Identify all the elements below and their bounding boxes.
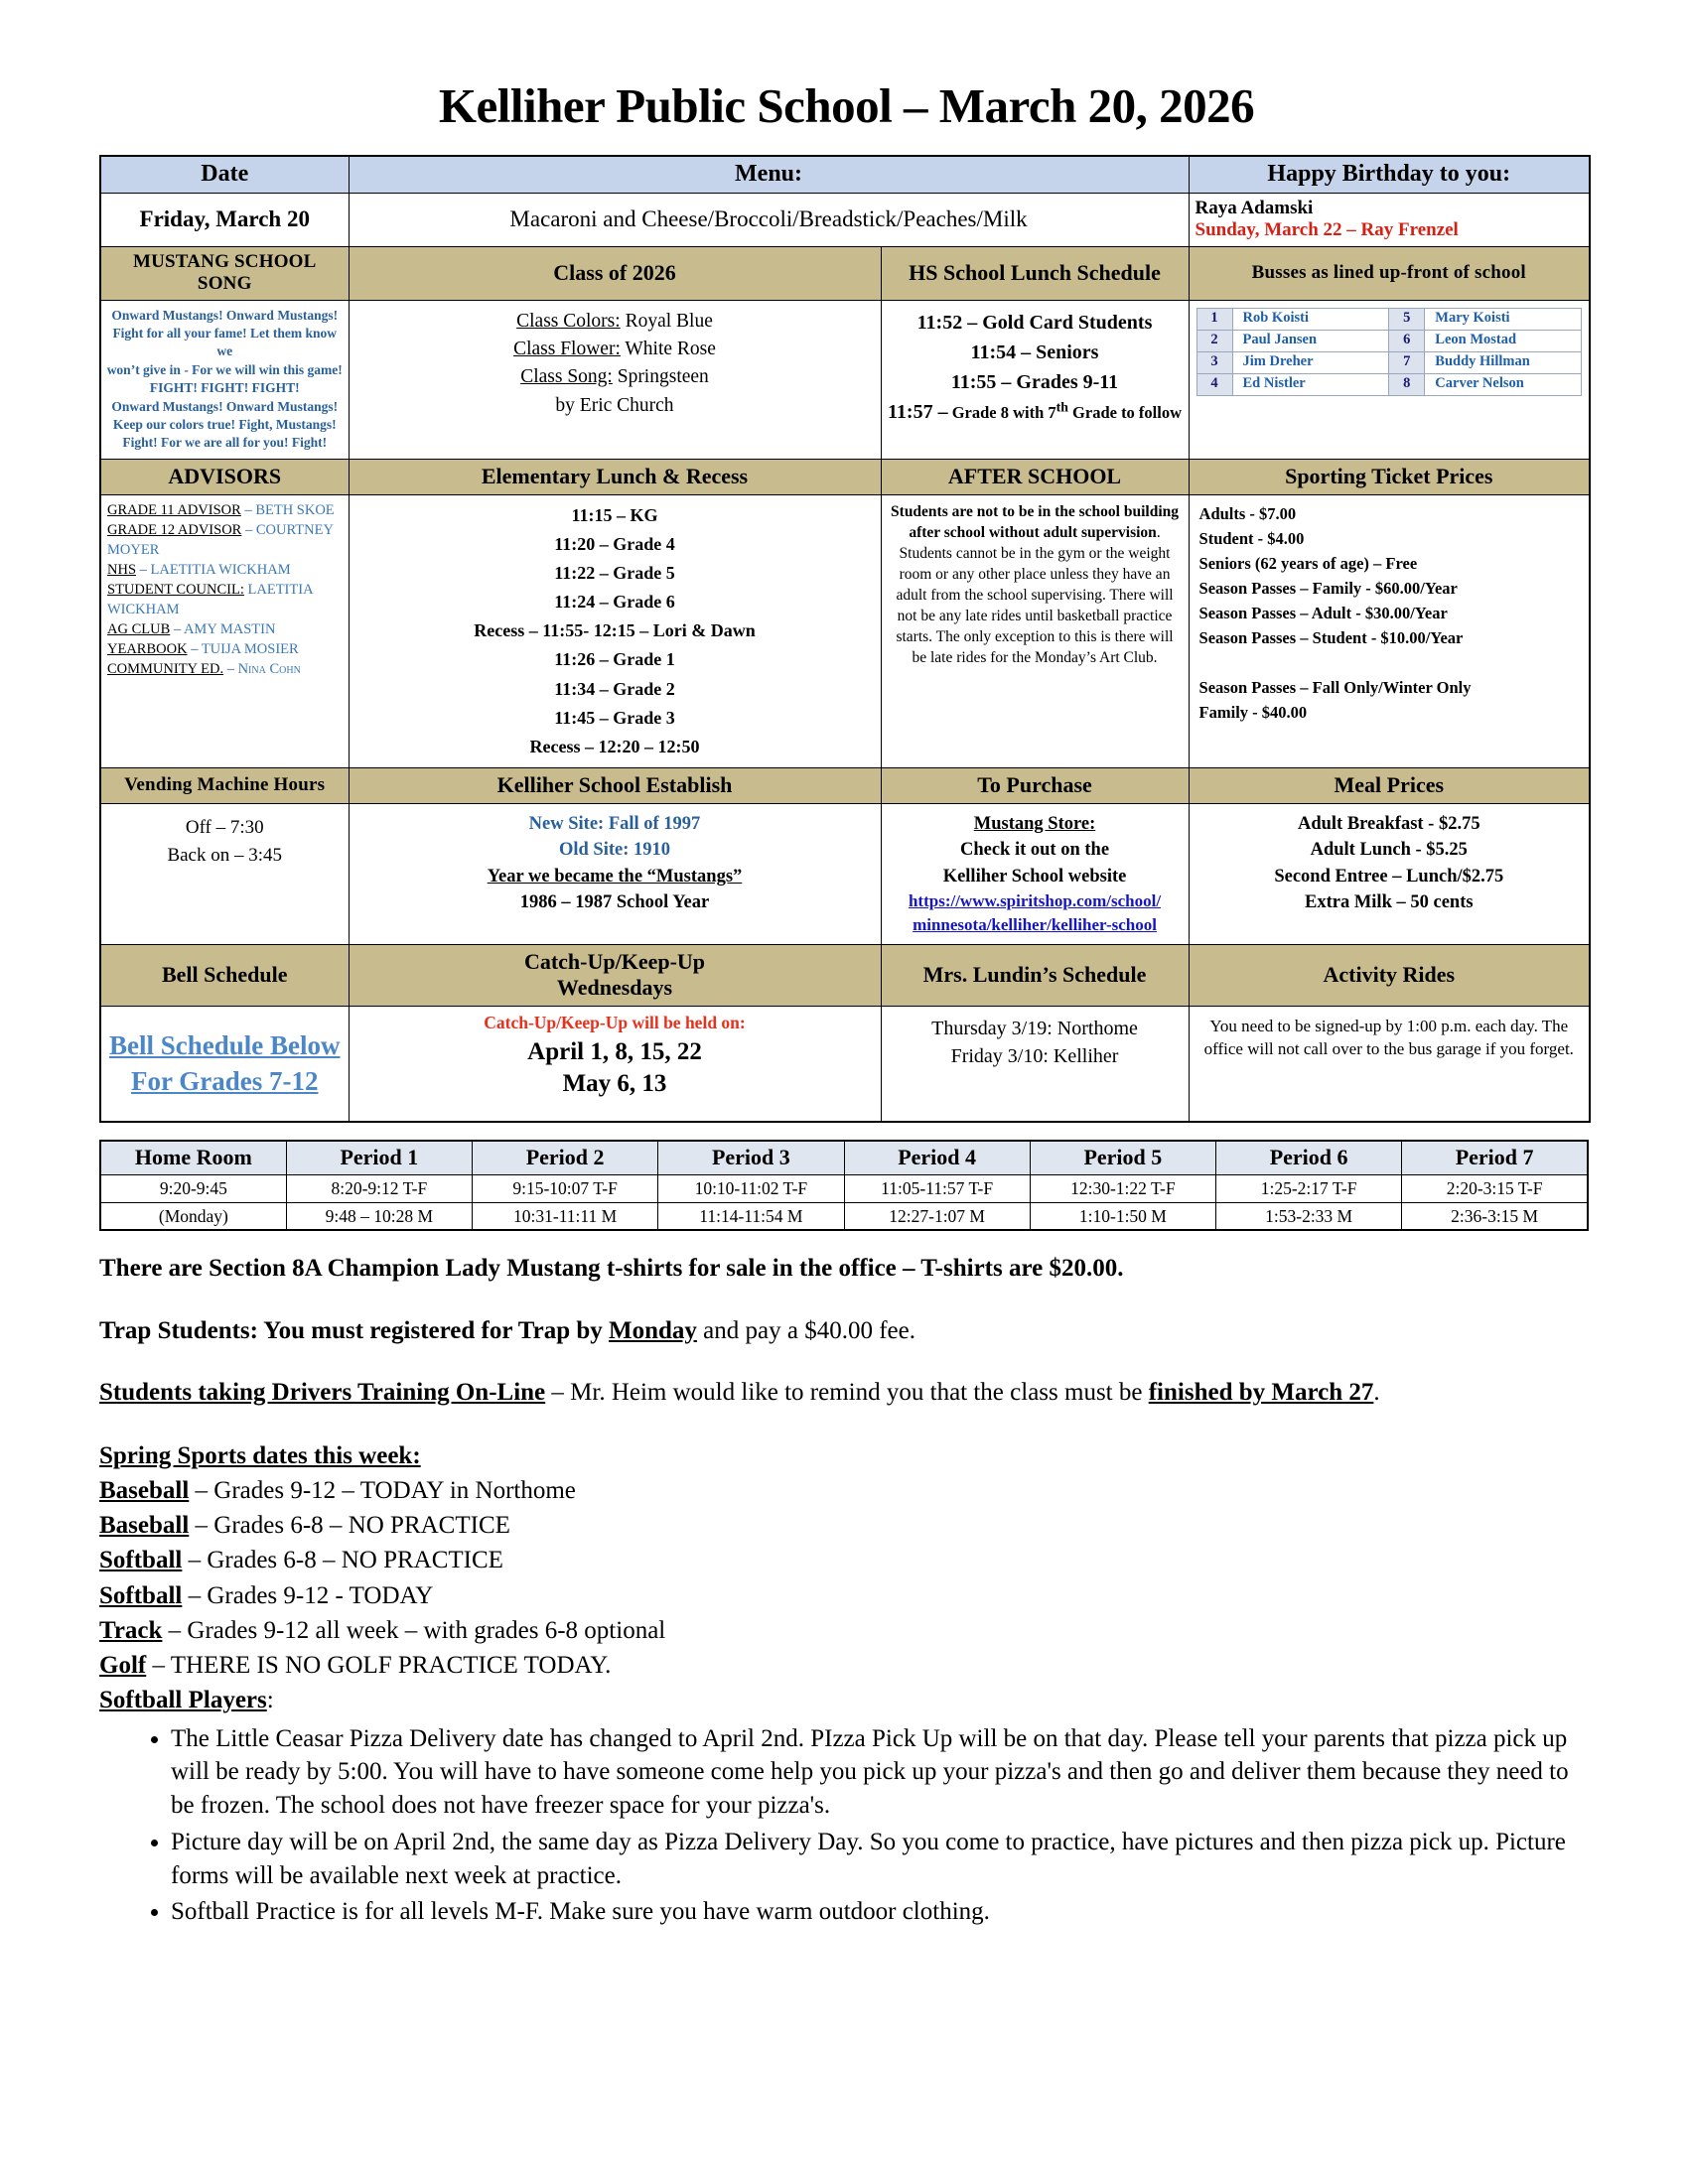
catch-up-notice: Catch-Up/Keep-Up will be held on: [484, 1013, 746, 1033]
bus-number: 4 [1196, 373, 1232, 395]
bus-row [1196, 351, 1582, 373]
advisor-name: LAETITIA WICKHAM [150, 561, 291, 578]
old-site-year: Old Site: 1910 [558, 840, 671, 861]
spiritshop-link-line2[interactable]: minnesota/kelliher/kelliher-school [913, 914, 1157, 934]
table-row [100, 494, 1590, 767]
class-info-row: Class Flower: White Rose [513, 338, 716, 359]
song-line: Onward Mustangs! Onward Mustangs! [111, 398, 339, 414]
elem-lunch-time: 11:22 – Grade 5 [554, 562, 675, 583]
ticket-price-line: Seniors (62 years of age) – Free [1198, 553, 1418, 573]
song-line: Fight! For we are all for you! Fight! [122, 435, 328, 451]
spring-sport-entry: Softball – Grades 9-12 - TODAY [99, 1581, 434, 1609]
header-activity-rides: Activity Rides [1189, 945, 1590, 1007]
spring-sports-heading: Spring Sports dates this week: [99, 1441, 421, 1469]
header-hs-lunch-schedule: HS School Lunch Schedule [881, 246, 1189, 300]
header-class-of-2026: Class of 2026 [349, 246, 881, 300]
vending-hours-line: Off – 7:30 [185, 816, 264, 838]
sport-name: Golf [99, 1652, 147, 1680]
advisor-entry [107, 580, 345, 619]
mustangs-label: Year we became the “Mustangs” [487, 866, 743, 887]
elem-lunch-time: 11:15 – KG [571, 504, 658, 525]
period-time-monday: 1:10-1:50 M [1030, 1202, 1215, 1230]
vending-hours-line: Back on – 3:45 [167, 844, 283, 866]
bus-row [1196, 308, 1582, 330]
softball-practice-label: Softball Practice [171, 1898, 336, 1926]
header-catch-up [349, 945, 881, 1007]
period-header-cell: Period 4 [844, 1141, 1030, 1175]
period-row-monday [100, 1202, 1588, 1230]
spring-sport-entry: Baseball – Grades 9-12 – TODAY in Northome [99, 1476, 576, 1504]
advisor-name: AMY MASTIN [183, 620, 276, 637]
softball-players-colon: : [266, 1687, 274, 1714]
drivers-end: . [1373, 1379, 1380, 1407]
bus-number: 1 [1196, 308, 1232, 330]
announcement-tshirts: There are Section 8A Champion Lady Mustang t-shirts for sale in the office – T-shirts are $20.00. [99, 1255, 1124, 1283]
advisor-entry: AG CLUB – AMY MASTIN [107, 620, 276, 637]
ticket-price-line: Season Passes – Family - $60.00/Year [1198, 578, 1458, 598]
drivers-heading: Students taking Drivers Training On-Line [99, 1379, 546, 1407]
period-time-tf: 9:15-10:07 T-F [473, 1175, 658, 1202]
sport-status: NO PRACTICE [348, 1512, 510, 1540]
header-date: Date [100, 156, 349, 194]
period-header-cell: Period 6 [1216, 1141, 1402, 1175]
softball-bullet-list [99, 1722, 1594, 1930]
elem-lunch-time: 11:45 – Grade 3 [554, 707, 675, 728]
period-time-tf: 2:20-3:15 T-F [1402, 1175, 1588, 1202]
header-school-established: Kelliher School Establish [349, 767, 881, 803]
lundin-schedule-line: Friday 3/10: Kelliher [950, 1045, 1119, 1068]
table-row [100, 459, 1590, 494]
meal-price-line: Extra Milk – 50 cents [1305, 891, 1474, 912]
class-info-row: Class Song: Springsteen [520, 366, 709, 388]
vending-machine-hours [100, 803, 349, 944]
hs-lunch-last-hour: 11:57 – [888, 400, 948, 423]
bus-driver-name: Carver Nelson [1425, 373, 1582, 395]
advisor-role: YEARBOOK [107, 640, 188, 657]
period-time-tf: 12:30-1:22 T-F [1030, 1175, 1215, 1202]
drivers-middle: – Mr. Heim would like to remind you that the class must be [545, 1379, 1149, 1407]
period-header-cell: Period 1 [286, 1141, 472, 1175]
sport-status: TODAY. [523, 1652, 612, 1680]
sporting-ticket-prices [1189, 494, 1590, 767]
bell-schedule-link-line2: For Grades 7-12 [131, 1065, 319, 1096]
hs-lunch-time-last: 11:57 – Grade 8 with 7th Grade to follow [888, 399, 1183, 423]
catch-up-line2: Wednesdays [556, 975, 673, 1001]
ticket-price-line: Season Passes – Student - $10.00/Year [1198, 627, 1464, 647]
period-time-tf: 11:05-11:57 T-F [844, 1175, 1030, 1202]
period-schedule-table [99, 1140, 1589, 1231]
advisor-entry: YEARBOOK – TUIJA MOSIER [107, 640, 299, 657]
softball-bullet: • Picture day will be on April 2nd, the same day as Pizza Delivery Day. So you come to practice, have pictures and then pizza pick up. Picture forms will be available next week at practice. [171, 1826, 1594, 1893]
period-time-monday: 10:31-11:11 M [473, 1202, 658, 1230]
meal-price-line: Adult Lunch - $5.25 [1310, 840, 1468, 861]
school-song-lyrics [100, 300, 349, 459]
bus-number: 7 [1389, 351, 1425, 373]
spiritshop-link-line1[interactable]: https://www.spiritshop.com/school/ [908, 890, 1162, 910]
table-row [100, 246, 1590, 300]
activity-rides-text: You need to be signed-up by 1:00 p.m. each day. The office will not call over to the bus garage if you forget. [1189, 1007, 1590, 1123]
advisor-entry: NHS – LAETITIA WICKHAM [107, 561, 291, 578]
header-advisors: ADVISORS [100, 459, 349, 494]
advisor-entry: COMMUNITY ED. – Nina Cohn [107, 660, 301, 677]
advisor-entry: GRADE 11 ADVISOR – BETH SKOE [107, 501, 335, 518]
after-school-bold-text: Students are not to be in the school building after school without adult supervision [891, 502, 1179, 541]
advisor-name: Nina Cohn [237, 660, 301, 677]
table-row [100, 1007, 1590, 1123]
sport-status: NO PRACTICE [341, 1547, 503, 1574]
softball-bullet: • The Little Ceasar Pizza Delivery date has changed to April 2nd. PIzza Pick Up will be on that day. Please tell your parents that pizza pick up will be ready by 5:00. You will have to have someone come help you pick up your pizza's and then go and deliver them because they need to be frozen. The school does not have freezer space for your pizza's. [171, 1722, 1594, 1823]
announcement-drivers-training [99, 1377, 1594, 1410]
class-info-label: Class Song: [520, 366, 613, 388]
hs-lunch-time: 11:55 – Grades 9-11 [950, 370, 1119, 393]
spring-sport-entry: Baseball – Grades 6-8 – NO PRACTICE [99, 1512, 510, 1540]
hs-lunch-time: 11:52 – Gold Card Students [916, 311, 1153, 334]
sport-name: Baseball [99, 1512, 190, 1540]
sport-name: Baseball [99, 1476, 190, 1504]
sport-status: TODAY [349, 1581, 434, 1609]
daily-info-table [99, 155, 1591, 1123]
advisor-role: NHS [107, 561, 137, 578]
period-time-monday: 12:27-1:07 M [844, 1202, 1030, 1230]
table-row [100, 803, 1590, 944]
advisor-role: GRADE 12 ADVISOR [107, 521, 242, 538]
mustang-store-line: Kelliher School website [942, 866, 1127, 887]
header-school-song: MUSTANG SCHOOL SONG [100, 246, 349, 300]
catch-up-line1: Catch-Up/Keep-Up [523, 949, 706, 975]
mustang-store-info [881, 803, 1189, 944]
header-to-purchase: To Purchase [881, 767, 1189, 803]
table-row [100, 156, 1590, 194]
date-value: Friday, March 20 [100, 193, 349, 246]
trap-prefix: Trap Students: You must registered for Trap by [99, 1316, 610, 1344]
bus-row [1196, 330, 1582, 351]
drivers-deadline: finished by March 27 [1148, 1379, 1374, 1407]
lundin-schedule-line: Thursday 3/19: Northome [931, 1018, 1138, 1040]
sport-status: TODAY [359, 1476, 444, 1504]
softball-bullet: • Softball Practice is for all levels M-F. Make sure you have warm outdoor clothing. [171, 1895, 1594, 1929]
table-row [100, 300, 1590, 459]
bus-driver-name: Mary Koisti [1425, 308, 1582, 330]
ticket-price-line: Season Passes – Fall Only/Winter Only [1198, 678, 1472, 698]
header-vending-machine: Vending Machine Hours [100, 767, 349, 803]
class-song-artist: by Eric Church [555, 394, 674, 416]
mustangs-year: 1986 – 1987 School Year [519, 891, 710, 912]
elementary-lunch-recess [349, 494, 881, 767]
ticket-price-line: Student - $4.00 [1198, 528, 1305, 548]
period-header-cell: Period 3 [658, 1141, 844, 1175]
period-time-monday: 1:53-2:33 M [1216, 1202, 1402, 1230]
softball-players-heading [99, 1684, 1594, 1717]
spring-sports-list [99, 1474, 1594, 1684]
elem-recess: Recess – 12:20 – 12:50 [529, 736, 700, 756]
song-line: won’t give in - For we will win this game! [106, 361, 343, 377]
period-header-cell: Period 5 [1030, 1141, 1215, 1175]
bell-schedule-link-line1: Bell Schedule Below [108, 1030, 341, 1061]
birthday-list [1189, 193, 1590, 246]
ticket-price-line: Season Passes – Adult - $30.00/Year [1198, 603, 1448, 622]
song-line: Fight for all your fame! Let them know we [112, 326, 338, 359]
catch-up-date: May 6, 13 [562, 1070, 667, 1098]
ticket-price-line: Adults - $7.00 [1198, 503, 1297, 523]
elem-recess: Recess – 11:55- 12:15 – Lori & Dawn [474, 620, 756, 641]
announcement-trap [99, 1315, 1594, 1348]
class-of-2026-info [349, 300, 881, 459]
bus-driver-name: Leon Mostad [1425, 330, 1582, 351]
period-time-monday: (Monday) [100, 1202, 286, 1230]
period-row-tf [100, 1175, 1588, 1202]
sport-name: Softball [99, 1581, 183, 1609]
header-elementary-lunch: Elementary Lunch & Recess [349, 459, 881, 494]
class-info-label: Class Flower: [513, 338, 621, 359]
table-row [100, 945, 1590, 1007]
period-time-tf: 1:25-2:17 T-F [1216, 1175, 1402, 1202]
advisor-name: TUIJA MOSIER [201, 640, 299, 657]
hs-lunch-times [881, 300, 1189, 459]
period-time-monday: 11:14-11:54 M [658, 1202, 844, 1230]
mustang-store-title: Mustang Store: [973, 813, 1096, 834]
menu-value: Macaroni and Cheese/Broccoli/Breadstick/Peaches/Milk [349, 193, 1189, 246]
bus-number: 6 [1389, 330, 1425, 351]
bus-driver-name: Buddy Hillman [1425, 351, 1582, 373]
trap-monday: Monday [609, 1316, 697, 1344]
period-time-tf: 9:20-9:45 [100, 1175, 286, 1202]
meal-prices-list [1189, 803, 1590, 944]
bus-table [1196, 308, 1583, 396]
header-after-school: AFTER SCHOOL [881, 459, 1189, 494]
header-ticket-prices: Sporting Ticket Prices [1189, 459, 1590, 494]
announcements-section [99, 1253, 1594, 1410]
spring-sport-entry: Softball – Grades 6-8 – NO PRACTICE [99, 1547, 503, 1574]
song-line: FIGHT! FIGHT! FIGHT! [149, 380, 300, 396]
advisor-role: STUDENT COUNCIL: [107, 581, 244, 598]
bus-number: 3 [1196, 351, 1232, 373]
period-time-monday: 2:36-3:15 M [1402, 1202, 1588, 1230]
advisor-role: AG CLUB [107, 620, 171, 637]
class-info-row: Class Colors: Royal Blue [516, 310, 713, 332]
table-row [100, 193, 1590, 246]
page-title: Kelliher Public School – March 20, 2026 [438, 78, 1255, 133]
period-time-tf: 8:20-9:12 T-F [286, 1175, 472, 1202]
period-header-cell: Period 7 [1402, 1141, 1588, 1175]
lundin-schedule-list [881, 1007, 1189, 1123]
sport-name: Softball [99, 1547, 183, 1574]
header-lundin-schedule: Mrs. Lundin’s Schedule [881, 945, 1189, 1007]
advisors-list [100, 494, 349, 767]
header-birthday: Happy Birthday to you: [1189, 156, 1590, 194]
bus-number: 5 [1389, 308, 1425, 330]
bus-driver-name: Paul Jansen [1232, 330, 1389, 351]
new-site-year: New Site: Fall of 1997 [528, 813, 701, 834]
elem-lunch-time: 11:26 – Grade 1 [554, 649, 675, 670]
period-time-monday: 9:48 – 10:28 M [286, 1202, 472, 1230]
trap-suffix: and pay a $40.00 fee. [696, 1316, 915, 1344]
advisor-entry: GRADE 12 ADVISOR – COURTNEY MOYER [107, 521, 334, 558]
ticket-price-line: Family - $40.00 [1198, 703, 1308, 723]
mustang-store-line: Check it out on the [959, 840, 1110, 861]
header-bell-schedule: Bell Schedule [100, 945, 349, 1007]
elem-lunch-time: 11:34 – Grade 2 [554, 678, 675, 699]
bus-driver-name: Jim Dreher [1232, 351, 1389, 373]
period-header-row [100, 1141, 1588, 1175]
bus-number: 8 [1389, 373, 1425, 395]
song-line: Onward Mustangs! Onward Mustangs! [111, 307, 339, 323]
bell-schedule-cell [100, 1007, 349, 1123]
spring-sport-entry: Track – Grades 9-12 all week – with grades 6-8 optional [99, 1616, 666, 1644]
spring-sports-section [99, 1439, 1594, 1930]
song-line: Keep our colors true! Fight, Mustangs! [112, 416, 337, 432]
bus-row [1196, 373, 1582, 395]
advisor-role: GRADE 11 ADVISOR [107, 501, 241, 518]
header-menu: Menu: [349, 156, 1189, 194]
elem-lunch-time: 11:20 – Grade 4 [554, 533, 675, 554]
table-row [100, 767, 1590, 803]
catch-up-dates [349, 1007, 881, 1123]
period-time-tf: 10:10-11:02 T-F [658, 1175, 844, 1202]
bus-number: 2 [1196, 330, 1232, 351]
after-school-policy: Students are not to be in the school building after school without adult supervision. Students cannot be in the gym or the weight room or any other place unless they have an adult from the school supervising. There will not be any late rides until basketball practice starts. The only exception to this is there will be late rides for the Monday’s Art Club. [881, 494, 1189, 767]
birthday-today: Raya Adamski [1195, 197, 1314, 218]
catch-up-date: April 1, 8, 15, 22 [527, 1037, 702, 1065]
period-header-cell: Period 2 [473, 1141, 658, 1175]
advisor-role: COMMUNITY ED. [107, 660, 224, 677]
class-info-label: Class Colors: [516, 310, 621, 332]
birthday-upcoming: Sunday, March 22 – Ray Frenzel [1195, 219, 1459, 241]
header-busses: Busses as lined up-front of school [1189, 246, 1590, 300]
elem-lunch-time: 11:24 – Grade 6 [554, 592, 675, 613]
spacer [1199, 650, 1586, 675]
softball-players-label: Softball Players [99, 1687, 267, 1714]
meal-price-line: Adult Breakfast - $2.75 [1297, 813, 1480, 834]
school-established-info [349, 803, 881, 944]
bell-schedule-link[interactable] [105, 1028, 345, 1099]
hs-lunch-time: 11:54 – Seniors [970, 341, 1099, 363]
advisor-name: LAETITIA WICKHAM [107, 581, 313, 617]
sport-name: Track [99, 1616, 163, 1644]
bus-driver-name: Rob Koisti [1232, 308, 1389, 330]
header-meal-prices: Meal Prices [1189, 767, 1590, 803]
advisor-name: BETH SKOE [255, 501, 335, 518]
meal-price-line: Second Entree – Lunch/$2.75 [1274, 866, 1504, 887]
bus-lineup [1189, 300, 1590, 459]
ordinal-suffix: th [1055, 399, 1068, 415]
spring-sport-entry: Golf – THERE IS NO GOLF PRACTICE TODAY. [99, 1652, 612, 1680]
period-header-cell: Home Room [100, 1141, 286, 1175]
bus-driver-name: Ed Nistler [1232, 373, 1389, 395]
advisor-name: COURTNEY MOYER [107, 521, 334, 558]
